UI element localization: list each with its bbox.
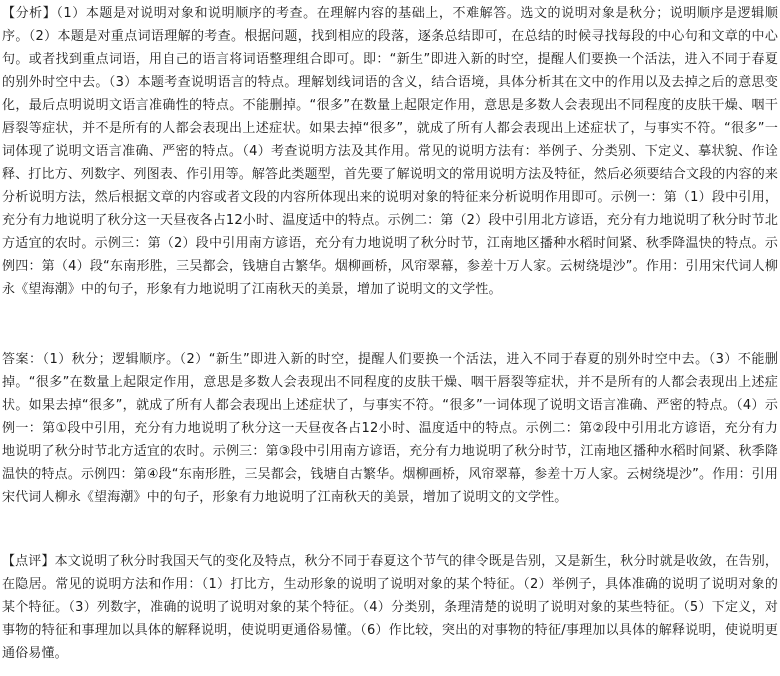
- analysis-paragraph: 【分析】（1）本题是对说明对象和说明顺序的考查。在理解内容的基础上，不难解答。选文的说明对象是秋分；说明顺序是逻辑顺序。（2）本题是对重点词语理解的考查。根据问题，找到相应的段落，逐条总结即可，在总结的时候寻找每段的中心句和文章的中心句。或者找到重点词语，用自己的语言将词语整理组合即可。即：“新生”即进入新的时空，提醒人们要换一个活法，进入不同于春夏的别外时空中去。（3）本题考查说明语言的特点。理解划线词语的含义，结合语境，具体分析其在文中的作用以及去掉之后的意思变化，最后点明说明文语言准确性的特点。不能删掉。“很多”在数量上起限定作用，意思是多数人会表现出不同程度的皮肤干燥、咽干唇裂等症状，并不是所有的人都会表现出上述症状。如果去掉“很多”，就成了所有人都会表现出上述症状了，与事实不符。“很多”一词体现了说明文语言准确、严密的特点。（4）考查说明方法及其作用。常见的说明方法有：举例子、分类别、下定义、摹状貌、作诠释、打比方、列数字、列图表、作引用等。解答此类题型，首先要了解说明文的常用说明方法及特征，然后必须要结合文段的内容的来分析说明方法，然后根据文章的内容或者文段的内容所体现出来的说明对象的特征来分析说明作用即可。示例一：第（1）段中引用，充分有力地说明了秋分这一天昼夜各占12小时、温度适中的特点。示例二：第（2）段中引用北方谚语，充分有力地说明了秋分时节北方适宜的农时。示例三：第（2）段中引用南方谚语，充分有力地说明了秋分时节，江南地区播种水稻时间紧、秋季降温快的特点。示例四：第（4）段“东南形胜，三吴都会，钱塘自古繁华。烟柳画桥，风帘翠幕，参差十万人家。云树绕堤沙”。作用：引用宋代词人柳永《望海潮》中的句子，形象有力地说明了江南秋天的美景，增加了说明文的文学性。: [2, 6, 778, 297]
- comment-paragraph: 【点评】本文说明了秋分时我国天气的变化及特点，秋分不同于春夏这个节气的律令既是告别，又是新生，秋分时就是收敛，在告别，在隐居。常见的说明方法和作用：（1）打比方，生动形象的说明了说明对象的某个特征。（2）举例子，具体准确的说明了说明对象的某个特征。（3）列数字，准确的说明了说明对象的某个特征。（4）分类别，条理清楚的说明了说明对象的某些特征。（5）下定义，对事物的特征和事理加以具体的解释说明，使说明更通俗易懂。（6）作比较，突出的对事物的特征/事理加以具体的解释说明，使说明更通俗易懂。: [2, 554, 778, 661]
- answer-paragraph: 答案：（1）秋分；逻辑顺序。（2）“新生”即进入新的时空，提醒人们要换一个活法，进入不同于春夏的别外时空中去。（3）不能删掉。“很多”在数量上起限定作用，意思是多数人会表现出不同程度的皮肤干燥、咽干唇裂等症状，并不是所有的人都会表现出上述症状。如果去掉“很多”，就成了所有人都会表现出上述症状了，与事实不符。“很多”一词体现了说明文语言准确、严密的特点。（4）示例一：第①段中引用，充分有力地说明了秋分这一天昼夜各占12小时、温度适中的特点。示例二：第②段中引用北方谚语，充分有力地说明了秋分时节北方适宜的农时。示例三：第③段中引用南方谚语，充分有力地说明了秋分时节，江南地区播种水稻时间紧、秋季降温快的特点。示例四：第④段“东南形胜，三吴都会，钱塘自古繁华。烟柳画桥，风帘翠幕，参差十万人家。云树绕堤沙”。作用：引用宋代词人柳永《望海潮》中的句子，形象有力地说明了江南秋天的美景，增加了说明文的文学性。: [2, 352, 778, 505]
